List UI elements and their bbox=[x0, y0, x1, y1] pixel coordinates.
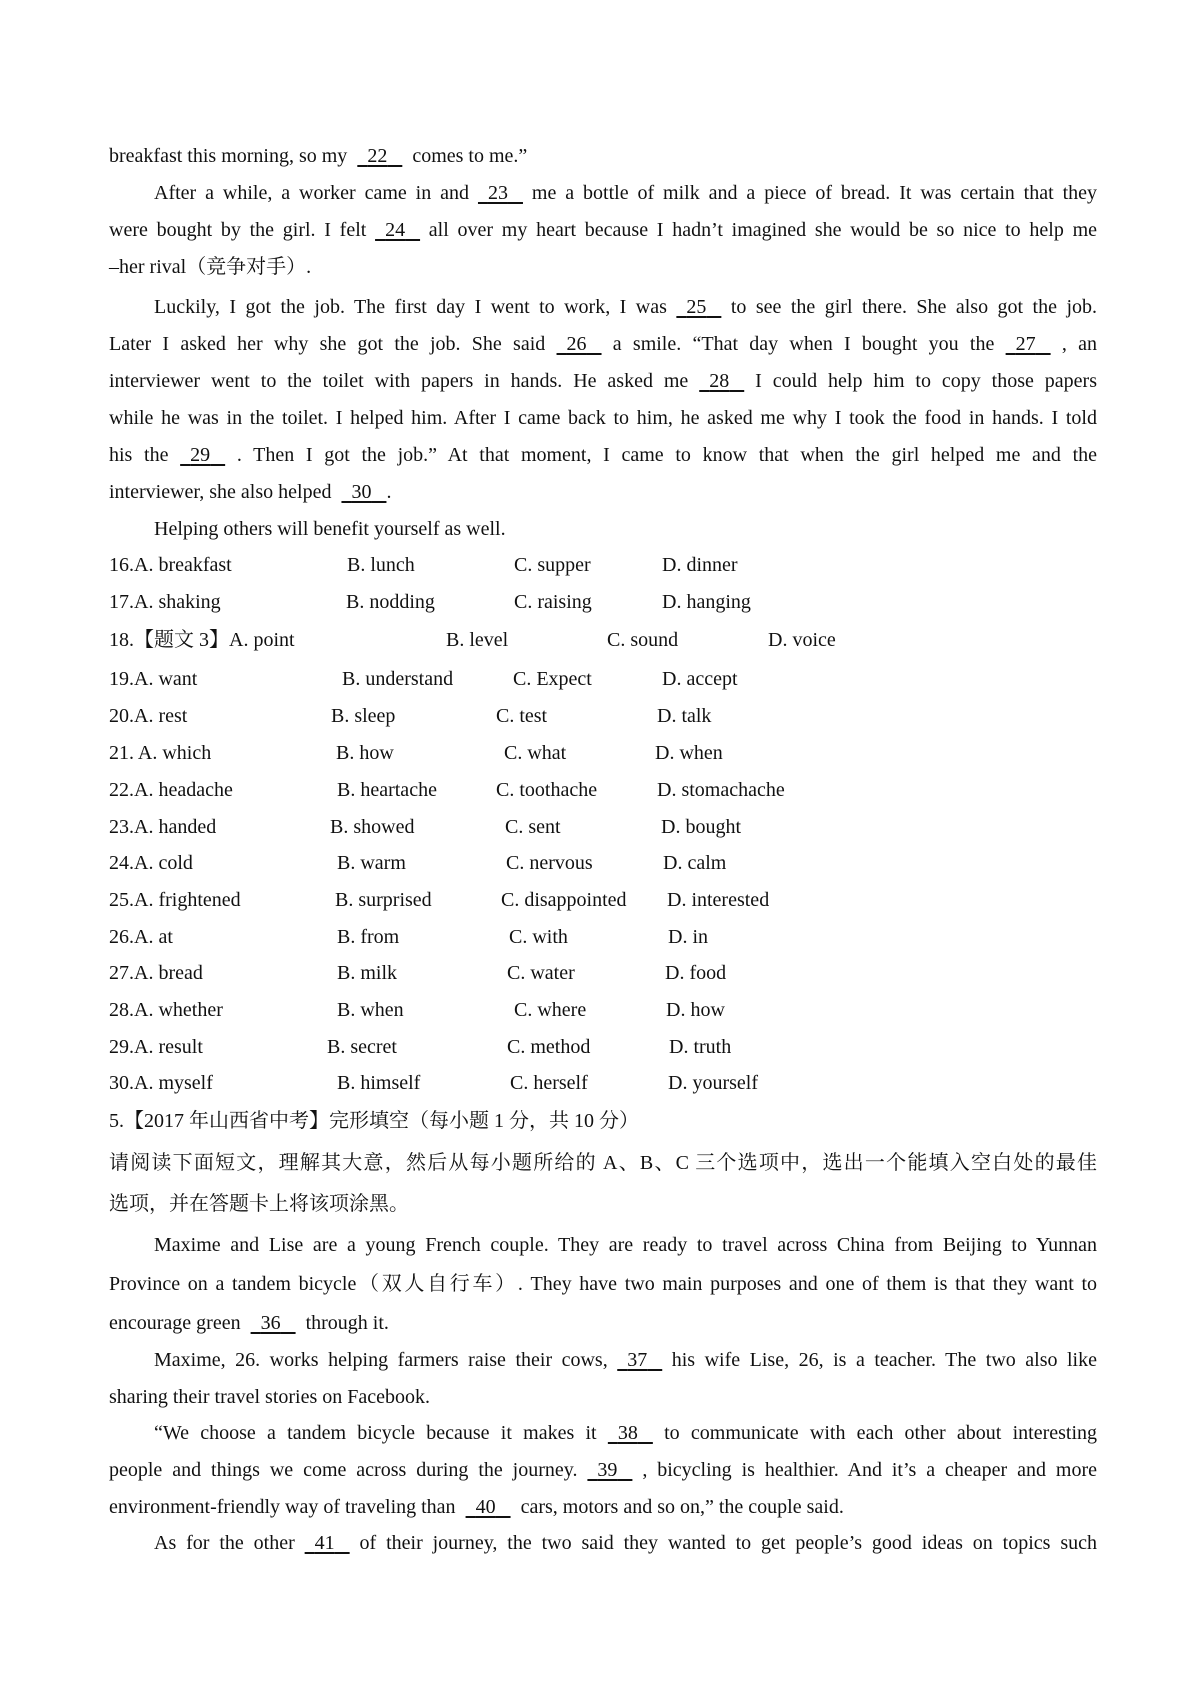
answer-blank[interactable] bbox=[1006, 326, 1051, 362]
answer-blank[interactable] bbox=[341, 474, 386, 510]
option-d[interactable] bbox=[657, 698, 711, 734]
passage-text: through it. bbox=[295, 1312, 389, 1334]
option-text: C. nervous bbox=[506, 852, 593, 874]
blank-number: 30 bbox=[351, 481, 372, 503]
passage2-line bbox=[109, 1489, 844, 1525]
option-text: A. result bbox=[134, 1036, 203, 1058]
passage2-line bbox=[109, 1305, 389, 1341]
option-a[interactable] bbox=[109, 584, 221, 620]
question-number: 17. bbox=[109, 591, 134, 613]
passage-text: me a bottle of milk and a piece of bread. It was certain that they bbox=[531, 182, 1098, 204]
option-text: C. sent bbox=[505, 816, 561, 838]
option-text: D. in bbox=[668, 926, 708, 948]
option-c[interactable] bbox=[513, 661, 592, 697]
option-d[interactable] bbox=[662, 584, 751, 620]
option-b[interactable] bbox=[330, 809, 414, 845]
option-d[interactable] bbox=[668, 919, 708, 955]
blank-number: 23 bbox=[487, 182, 508, 204]
option-b[interactable] bbox=[342, 661, 453, 697]
option-text: D. talk bbox=[657, 705, 712, 727]
answer-blank[interactable] bbox=[478, 175, 523, 211]
option-c[interactable] bbox=[514, 584, 592, 620]
passage-text: “We choose a tandem bicycle because it makes it bbox=[154, 1422, 608, 1444]
option-text: B. when bbox=[337, 999, 404, 1021]
passage-text: a smile. “That day when I bought you the bbox=[612, 333, 1006, 355]
passage-text: of their journey, the two said they wanted to get people’s good ideas on topics such bbox=[359, 1532, 1097, 1554]
option-a[interactable] bbox=[109, 698, 187, 734]
question-number: 16. bbox=[109, 554, 134, 576]
option-text: A. frightened bbox=[134, 889, 241, 911]
answer-blank[interactable] bbox=[676, 289, 721, 325]
blank-number: 27 bbox=[1015, 333, 1036, 355]
option-a[interactable] bbox=[109, 992, 223, 1028]
option-text: B. secret bbox=[327, 1036, 397, 1058]
option-b[interactable] bbox=[337, 955, 397, 991]
passage1-line bbox=[109, 437, 1097, 473]
answer-blank[interactable] bbox=[608, 1415, 653, 1451]
option-a[interactable] bbox=[109, 772, 233, 808]
passage1-line bbox=[154, 175, 1097, 211]
option-b[interactable] bbox=[446, 622, 508, 658]
option-text: C. raising bbox=[514, 591, 592, 613]
option-text: C. Expect bbox=[513, 668, 592, 690]
question-number: 30. bbox=[109, 1072, 134, 1094]
option-a[interactable] bbox=[109, 809, 216, 845]
passage-text: Later I asked her why she got the job. She said bbox=[109, 333, 557, 355]
option-text: D. truth bbox=[669, 1036, 732, 1058]
option-text: B. heartache bbox=[337, 779, 437, 801]
option-text: B. warm bbox=[337, 852, 406, 874]
passage1-line bbox=[109, 400, 1097, 436]
blank-number: 24 bbox=[385, 219, 406, 241]
option-text: A. breakfast bbox=[134, 554, 232, 576]
option-text: A. which bbox=[137, 742, 212, 764]
passage-text: to see the girl there. She also got the job. bbox=[730, 296, 1098, 318]
option-b[interactable] bbox=[331, 698, 395, 734]
option-text: C. water bbox=[507, 962, 575, 984]
option-d[interactable] bbox=[663, 845, 726, 881]
option-b[interactable] bbox=[337, 772, 437, 808]
question-number: 28. bbox=[109, 999, 134, 1021]
option-text: B. sleep bbox=[331, 705, 396, 727]
answer-blank[interactable] bbox=[587, 1452, 632, 1488]
option-text: A. shaking bbox=[134, 591, 221, 613]
answer-blank[interactable] bbox=[466, 1489, 511, 1525]
passage-text: . Then I got the job.” At that moment, I came to know that when the girl helped me and the bbox=[236, 444, 1098, 466]
passage2-line bbox=[109, 1452, 1097, 1488]
option-a[interactable] bbox=[109, 919, 173, 955]
option-a[interactable] bbox=[109, 1029, 203, 1065]
passage1-line bbox=[109, 363, 1097, 399]
passage2-line bbox=[109, 1266, 1097, 1302]
option-d[interactable] bbox=[655, 735, 723, 771]
option-text: D. accept bbox=[662, 668, 738, 690]
option-text: C. with bbox=[509, 926, 568, 948]
option-text: A. myself bbox=[134, 1072, 213, 1094]
option-text: C. where bbox=[514, 999, 587, 1021]
option-text: C. herself bbox=[510, 1072, 588, 1094]
passage-text: interviewer, she also helped bbox=[109, 481, 342, 503]
option-text: D. food bbox=[665, 962, 727, 984]
section-heading: 5.【2017 年山西省中考】完形填空（每小题 1 分，共 10 分） bbox=[109, 1110, 639, 1132]
option-c[interactable] bbox=[504, 735, 566, 771]
blank-number: 40 bbox=[475, 1496, 496, 1518]
blank-number: 41 bbox=[314, 1532, 335, 1554]
question-number: 25. bbox=[109, 889, 134, 911]
option-d[interactable] bbox=[768, 622, 836, 658]
option-c[interactable] bbox=[507, 1029, 590, 1065]
passage-text: , bicycling is healthier. And it’s a cheaper and more bbox=[642, 1459, 1098, 1481]
option-c[interactable] bbox=[514, 992, 586, 1028]
passage-text: were bought by the girl. I felt bbox=[109, 219, 376, 241]
option-d[interactable] bbox=[669, 1029, 731, 1065]
answer-blank[interactable] bbox=[699, 363, 744, 399]
option-c[interactable] bbox=[501, 882, 627, 918]
passage2-line bbox=[154, 1227, 1097, 1263]
option-b[interactable] bbox=[337, 845, 406, 881]
question-number: 18.【题文 3】 bbox=[109, 629, 229, 651]
option-d[interactable] bbox=[666, 992, 725, 1028]
passage-text: Luckily, I got the job. The first day I went to work, I was bbox=[154, 296, 677, 318]
option-text: C. sound bbox=[607, 629, 679, 651]
passage1-line bbox=[109, 138, 527, 174]
blank-number: 29 bbox=[190, 444, 211, 466]
question-number: 29. bbox=[109, 1036, 134, 1058]
option-a[interactable] bbox=[109, 622, 295, 658]
blank-number: 22 bbox=[367, 145, 388, 167]
blank-number: 28 bbox=[709, 370, 730, 392]
option-c[interactable] bbox=[510, 1065, 588, 1101]
passage-text: to communicate with each other about interesting bbox=[664, 1422, 1097, 1444]
question-number: 19. bbox=[109, 668, 134, 690]
option-a[interactable] bbox=[109, 882, 241, 918]
option-b[interactable] bbox=[337, 992, 404, 1028]
option-text: D. calm bbox=[663, 852, 727, 874]
option-text: A. bread bbox=[134, 962, 203, 984]
passage-text: –her rival（竞争对手）. bbox=[109, 256, 312, 278]
option-text: B. level bbox=[446, 629, 509, 651]
option-b[interactable] bbox=[335, 882, 432, 918]
passage-text: sharing their travel stories on Facebook. bbox=[109, 1386, 431, 1408]
option-text: A. whether bbox=[134, 999, 223, 1021]
passage1-line bbox=[109, 212, 1097, 248]
passage-text: breakfast this morning, so my bbox=[109, 145, 358, 167]
passage-text: Province on a tandem bicycle（双人自行车）. They have two main purposes and one of them is that they want to bbox=[109, 1273, 1097, 1295]
option-text: C. disappointed bbox=[501, 889, 627, 911]
option-text: A. headache bbox=[134, 779, 233, 801]
question-number: 22. bbox=[109, 779, 134, 801]
option-text: D. voice bbox=[768, 629, 836, 651]
option-d[interactable] bbox=[662, 547, 738, 583]
passage-text: cars, motors and so on,” the couple said. bbox=[510, 1496, 844, 1518]
passage-text: interviewer went to the toilet with papers in hands. He asked me bbox=[109, 370, 700, 392]
option-text: A. handed bbox=[134, 816, 217, 838]
answer-blank[interactable] bbox=[357, 138, 402, 174]
answer-blank[interactable] bbox=[251, 1305, 296, 1341]
option-c[interactable] bbox=[509, 919, 568, 955]
passage1-line bbox=[154, 289, 1097, 325]
option-text: B. from bbox=[337, 926, 400, 948]
option-text: B. how bbox=[336, 742, 394, 764]
passage-text: Maxime and Lise are a young French couple. They are ready to travel across China from Beijing to Yunnan bbox=[154, 1234, 1097, 1256]
passage1-line bbox=[154, 511, 506, 547]
passage-text: environment-friendly way of traveling than bbox=[109, 1496, 466, 1518]
option-text: D. bought bbox=[661, 816, 741, 838]
passage-text: his wife Lise, 26, is a teacher. The two also like bbox=[671, 1349, 1097, 1371]
option-a[interactable] bbox=[109, 661, 197, 697]
option-text: B. milk bbox=[337, 962, 398, 984]
section-instructions: 选项，并在答题卡上将该项涂黑。 bbox=[109, 1193, 409, 1215]
passage-text: while he was in the toilet. I helped him. After I came back to him, he asked me why I took the food in hands. I told bbox=[109, 407, 1097, 429]
passage2-line bbox=[154, 1342, 1097, 1378]
passage-text: . bbox=[386, 481, 392, 503]
passage1-line bbox=[109, 249, 311, 285]
blank-number: 26 bbox=[566, 333, 587, 355]
passage-text: Helping others will benefit yourself as well. bbox=[154, 518, 506, 540]
option-d[interactable] bbox=[665, 955, 726, 991]
option-a[interactable] bbox=[109, 735, 211, 771]
option-c[interactable] bbox=[496, 698, 547, 734]
question-number: 20. bbox=[109, 705, 134, 727]
option-d[interactable] bbox=[668, 1065, 758, 1101]
option-a[interactable] bbox=[109, 845, 193, 881]
blank-number: 25 bbox=[686, 296, 707, 318]
option-a[interactable] bbox=[109, 955, 203, 991]
option-text: A. point bbox=[229, 629, 295, 651]
option-text: C. test bbox=[496, 705, 548, 727]
option-a[interactable] bbox=[109, 547, 232, 583]
passage-text: As for the other bbox=[154, 1532, 305, 1554]
option-text: D. dinner bbox=[662, 554, 738, 576]
passage2-line bbox=[154, 1525, 1097, 1561]
option-b[interactable] bbox=[327, 1029, 397, 1065]
passage-text: his the bbox=[109, 444, 181, 466]
option-text: C. supper bbox=[514, 554, 591, 576]
option-text: C. what bbox=[504, 742, 567, 764]
option-b[interactable] bbox=[337, 1065, 420, 1101]
option-d[interactable] bbox=[657, 772, 785, 808]
option-text: A. cold bbox=[134, 852, 193, 874]
option-c[interactable] bbox=[514, 547, 591, 583]
option-text: D. stomachache bbox=[657, 779, 785, 801]
option-c[interactable] bbox=[506, 845, 593, 881]
blank-number: 39 bbox=[597, 1459, 618, 1481]
passage2-line bbox=[109, 1379, 430, 1415]
passage1-line bbox=[109, 474, 391, 510]
option-d[interactable] bbox=[667, 882, 769, 918]
section-instructions: 请阅读下面短文，理解其大意，然后从每小题所给的 A、B、C 三个选项中，选出一个能填入空白处的最佳 bbox=[109, 1152, 1097, 1174]
passage2-line bbox=[154, 1415, 1097, 1451]
option-text: A. at bbox=[134, 926, 173, 948]
option-text: B. surprised bbox=[335, 889, 432, 911]
blank-number: 38 bbox=[617, 1422, 638, 1444]
answer-blank[interactable] bbox=[305, 1525, 350, 1561]
passage-text: Maxime, 26. works helping farmers raise their cows, bbox=[154, 1349, 618, 1371]
answer-blank[interactable] bbox=[375, 212, 420, 248]
option-text: A. want bbox=[134, 668, 198, 690]
option-text: C. toothache bbox=[496, 779, 598, 801]
blank-number: 37 bbox=[627, 1349, 648, 1371]
question-number: 24. bbox=[109, 852, 134, 874]
option-text: D. interested bbox=[667, 889, 770, 911]
passage-text: I could help him to copy those papers bbox=[755, 370, 1097, 392]
option-c[interactable] bbox=[505, 809, 561, 845]
option-text: D. yourself bbox=[668, 1072, 758, 1094]
passage-text: , an bbox=[1061, 333, 1097, 355]
answer-blank[interactable] bbox=[557, 326, 602, 362]
option-b[interactable] bbox=[347, 547, 415, 583]
option-c[interactable] bbox=[496, 772, 597, 808]
question-number: 27. bbox=[109, 962, 134, 984]
passage-text: comes to me.” bbox=[402, 145, 528, 167]
passage-text: After a while, a worker came in and bbox=[154, 182, 470, 204]
question-number: 21. bbox=[109, 742, 138, 764]
question-number: 26. bbox=[109, 926, 134, 948]
option-text: D. hanging bbox=[662, 591, 751, 613]
passage-text: people and things we come across during the journey. bbox=[109, 1459, 588, 1481]
question-number: 23. bbox=[109, 816, 134, 838]
answer-blank[interactable] bbox=[180, 437, 225, 473]
option-text: B. showed bbox=[330, 816, 415, 838]
passage-text: encourage green bbox=[109, 1312, 251, 1334]
option-text: B. himself bbox=[337, 1072, 421, 1094]
passage-text: all over my heart because I hadn’t imagined she would be so nice to help me bbox=[428, 219, 1097, 241]
option-c[interactable] bbox=[607, 622, 678, 658]
passage1-line bbox=[109, 326, 1097, 362]
option-text: D. how bbox=[666, 999, 725, 1021]
option-text: C. method bbox=[507, 1036, 591, 1058]
option-a[interactable] bbox=[109, 1065, 213, 1101]
option-b[interactable] bbox=[337, 919, 399, 955]
option-d[interactable] bbox=[661, 809, 741, 845]
option-text: A. rest bbox=[134, 705, 188, 727]
option-c[interactable] bbox=[507, 955, 575, 991]
blank-number: 36 bbox=[260, 1312, 281, 1334]
option-d[interactable] bbox=[662, 661, 738, 697]
option-text: B. nodding bbox=[346, 591, 435, 613]
option-text: B. understand bbox=[342, 668, 454, 690]
option-b[interactable] bbox=[346, 584, 435, 620]
answer-blank[interactable] bbox=[617, 1342, 662, 1378]
option-text: B. lunch bbox=[347, 554, 415, 576]
option-text: D. when bbox=[655, 742, 723, 764]
option-b[interactable] bbox=[336, 735, 394, 771]
